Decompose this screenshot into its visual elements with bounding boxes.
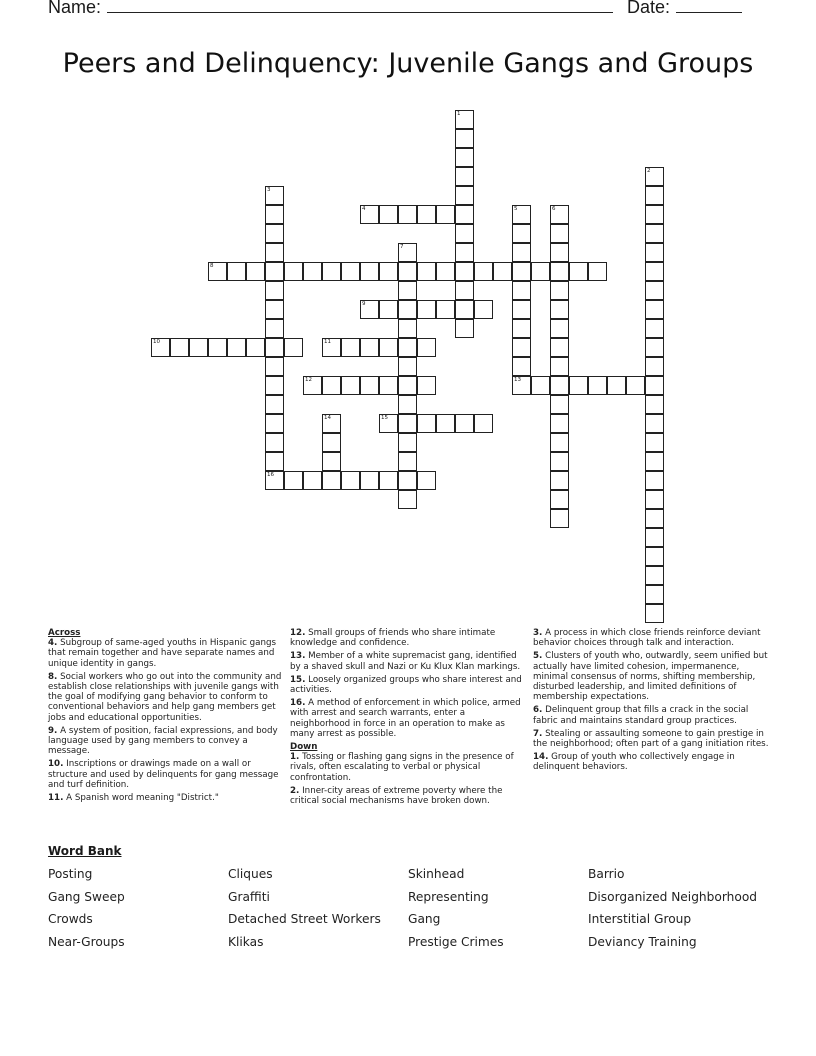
clue-across-8: 8. Social workers who go out into the community and establish close relationships with juvenile gangs with the goal of modifying gang behavior to conform to conventional behaviors and help gang members get jobs and educational opportunities.	[48, 671, 282, 723]
grid-cell[interactable]	[341, 262, 360, 281]
grid-cell[interactable]	[284, 262, 303, 281]
grid-cell[interactable]	[550, 395, 569, 414]
grid-cell[interactable]	[645, 319, 664, 338]
cell-number: 12	[305, 377, 312, 383]
grid-cell[interactable]	[322, 262, 341, 281]
grid-cell[interactable]	[455, 281, 474, 300]
word-bank-item: Gang	[408, 912, 441, 927]
grid-cell[interactable]	[512, 338, 531, 357]
grid-cell[interactable]	[265, 224, 284, 243]
word-bank-item: Representing	[408, 889, 489, 904]
grid-cell[interactable]	[645, 566, 664, 585]
grid-cell[interactable]	[265, 376, 284, 395]
grid-cell[interactable]	[360, 376, 379, 395]
grid-cell[interactable]	[417, 300, 436, 319]
grid-cell[interactable]	[550, 262, 569, 281]
grid-cell[interactable]	[265, 395, 284, 414]
grid-cell[interactable]	[550, 433, 569, 452]
grid-cell[interactable]	[645, 300, 664, 319]
grid-cell[interactable]	[645, 243, 664, 262]
grid-cell[interactable]	[645, 376, 664, 395]
grid-cell[interactable]	[626, 376, 645, 395]
word-bank-item: Near-Groups	[48, 935, 125, 950]
grid-cell[interactable]	[284, 471, 303, 490]
grid-cell[interactable]	[417, 262, 436, 281]
grid-cell[interactable]	[265, 357, 284, 376]
grid-cell[interactable]	[360, 471, 379, 490]
grid-cell[interactable]	[417, 205, 436, 224]
grid-cell[interactable]	[645, 585, 664, 604]
grid-cell[interactable]	[569, 262, 588, 281]
grid-cell[interactable]	[512, 205, 531, 224]
grid-cell[interactable]	[417, 414, 436, 433]
grid-cell[interactable]	[398, 471, 417, 490]
grid-cell[interactable]	[265, 471, 284, 490]
word-bank-item: Interstitial Group	[588, 912, 692, 927]
grid-cell[interactable]	[645, 338, 664, 357]
grid-cell[interactable]	[322, 338, 341, 357]
grid-cell[interactable]	[550, 281, 569, 300]
grid-cell[interactable]	[531, 262, 550, 281]
clue-across-9: 9. A system of position, facial expressions, and body language used by gang members to convey a message.	[48, 725, 278, 757]
grid-cell[interactable]	[474, 414, 493, 433]
grid-cell[interactable]	[512, 243, 531, 262]
grid-cell[interactable]	[550, 471, 569, 490]
grid-cell[interactable]	[265, 414, 284, 433]
word-bank-item: Gang Sweep	[48, 889, 125, 904]
cell-number: 6	[552, 206, 556, 212]
cell-number: 15	[381, 415, 388, 421]
grid-cell[interactable]	[512, 281, 531, 300]
grid-cell[interactable]	[645, 395, 664, 414]
grid-cell[interactable]	[588, 376, 607, 395]
grid-cell[interactable]	[398, 376, 417, 395]
clue-down-5: 5. Clusters of youth who, outwardly, seem unified but actually have limited cohesion, impermanence, minimal consensus of norms, shifting membership, disturbed leadership, and limited definitions of membership expectations.	[533, 651, 768, 703]
cell-number: 14	[324, 415, 331, 421]
grid-cell[interactable]	[284, 338, 303, 357]
grid-cell[interactable]	[379, 262, 398, 281]
clue-across-11: 11. A Spanish word meaning "District."	[48, 793, 219, 804]
clue-across-15: 15. Loosely organized groups who share interest and activities.	[290, 674, 522, 696]
cell-number: 11	[324, 339, 331, 345]
grid-cell[interactable]	[550, 243, 569, 262]
grid-cell[interactable]	[360, 338, 379, 357]
grid-cell[interactable]	[379, 338, 398, 357]
grid-cell[interactable]	[645, 357, 664, 376]
cell-number: 2	[647, 168, 651, 174]
grid-cell[interactable]	[265, 300, 284, 319]
grid-cell[interactable]	[265, 433, 284, 452]
grid-cell[interactable]	[436, 414, 455, 433]
grid-cell[interactable]	[398, 281, 417, 300]
grid-cell[interactable]	[322, 414, 341, 433]
grid-cell[interactable]	[303, 471, 322, 490]
grid-cell[interactable]	[550, 205, 569, 224]
clues-column-2	[290, 628, 526, 809]
grid-cell[interactable]	[322, 471, 341, 490]
grid-cell[interactable]	[550, 376, 569, 395]
word-bank-item: Posting	[48, 867, 93, 881]
grid-cell[interactable]	[455, 110, 474, 129]
word-bank	[48, 867, 768, 958]
grid-cell[interactable]	[607, 376, 626, 395]
grid-cell[interactable]	[341, 338, 360, 357]
grid-cell[interactable]	[550, 224, 569, 243]
grid-cell[interactable]	[417, 471, 436, 490]
grid-cell[interactable]	[398, 262, 417, 281]
cell-number: 4	[362, 206, 366, 212]
grid-cell[interactable]	[550, 414, 569, 433]
word-bank-item: Deviancy Training	[588, 935, 697, 950]
grid-cell[interactable]	[645, 433, 664, 452]
grid-cell[interactable]	[436, 262, 455, 281]
grid-cell[interactable]	[550, 357, 569, 376]
clues-column-3	[533, 628, 769, 776]
grid-cell[interactable]	[227, 262, 246, 281]
grid-cell[interactable]	[341, 376, 360, 395]
grid-cell[interactable]	[512, 262, 531, 281]
cell-number: 5	[514, 206, 518, 212]
grid-cell[interactable]	[265, 243, 284, 262]
grid-cell[interactable]	[550, 509, 569, 528]
grid-cell[interactable]	[360, 300, 379, 319]
clue-across-16: 16. A method of enforcement in which police, armed with arrest and search warrants, enter a neighborhood in force in an operation to make as many arrest as possible.	[290, 698, 521, 739]
grid-cell[interactable]	[379, 376, 398, 395]
clue-across-13: 13. Member of a white supremacist gang, identified by a shaved skull and Nazi or Ku Klux Klan markings.	[290, 651, 521, 672]
grid-cell[interactable]	[265, 186, 284, 205]
grid-cell[interactable]	[265, 338, 284, 357]
grid-cell[interactable]	[550, 452, 569, 471]
clue-across-4: 4. Subgroup of same-aged youths in Hispanic gangs that remain together and have separate names and unique identity in gangs.	[48, 638, 277, 669]
word-bank-item: Barrio	[588, 867, 625, 881]
grid-cell[interactable]	[379, 205, 398, 224]
grid-cell[interactable]	[645, 509, 664, 528]
grid-cell[interactable]	[417, 376, 436, 395]
clue-down-2: 2. Inner-city areas of extreme poverty where the critical social mechanisms have broken down.	[290, 785, 503, 807]
word-bank-item: Klikas	[228, 935, 264, 950]
word-bank-item: Graffiti	[228, 889, 270, 904]
grid-cell[interactable]	[645, 262, 664, 281]
grid-cell[interactable]	[455, 148, 474, 167]
cell-number: 1	[457, 111, 461, 117]
grid-cell[interactable]	[208, 262, 227, 281]
grid-cell[interactable]	[303, 376, 322, 395]
down-heading: Down	[290, 742, 318, 753]
clue-down-14: 14. Group of youth who collectively engage in delinquent behaviors.	[533, 752, 735, 773]
grid-cell[interactable]	[531, 376, 550, 395]
clue-down-6: 6. Delinquent group that fills a crack in the social fabric and maintains standard group practices.	[533, 705, 749, 726]
grid-cell[interactable]	[151, 338, 170, 357]
grid-cell[interactable]	[265, 452, 284, 471]
grid-cell[interactable]	[645, 414, 664, 433]
name-label: Name:	[48, 0, 102, 17]
grid-cell[interactable]	[322, 376, 341, 395]
grid-cell[interactable]	[227, 338, 246, 357]
grid-cell[interactable]	[246, 262, 265, 281]
grid-cell[interactable]	[645, 224, 664, 243]
grid-cell[interactable]	[208, 338, 227, 357]
grid-cell[interactable]	[398, 300, 417, 319]
clue-down-3: 3. A process in which close friends reinforce deviant behavior choices through talk and interaction.	[533, 628, 761, 649]
grid-cell[interactable]	[645, 167, 664, 186]
grid-cell[interactable]	[455, 300, 474, 319]
word-bank-title: Word Bank	[48, 844, 122, 858]
grid-cell[interactable]	[455, 224, 474, 243]
grid-cell[interactable]	[645, 604, 664, 623]
grid-cell[interactable]	[436, 205, 455, 224]
grid-cell[interactable]	[550, 338, 569, 357]
grid-cell[interactable]	[645, 452, 664, 471]
clue-down-1: 1. Tossing or flashing gang signs in the presence of rivals, often escalating to verbal or physical confrontation.	[290, 752, 514, 783]
grid-cell[interactable]	[246, 338, 265, 357]
grid-cell[interactable]	[455, 167, 474, 186]
grid-cell[interactable]	[189, 338, 208, 357]
grid-cell[interactable]	[379, 471, 398, 490]
grid-cell[interactable]	[398, 490, 417, 509]
grid-cell[interactable]	[398, 414, 417, 433]
clue-down-7: 7. Stealing or assaulting someone to gain prestige in the neighborhood; often part of a gang initiation rites.	[533, 728, 769, 750]
clue-across-10: 10. Inscriptions or drawings made on a wall or structure and used by delinquents for gang message and turf definition.	[48, 759, 279, 790]
grid-cell[interactable]	[645, 547, 664, 566]
grid-cell[interactable]	[265, 262, 284, 281]
grid-cell[interactable]	[379, 300, 398, 319]
grid-cell[interactable]	[322, 433, 341, 452]
grid-cell[interactable]	[398, 357, 417, 376]
grid-cell[interactable]	[455, 205, 474, 224]
page-title: Peers and Delinquency: Juvenile Gangs and Groups	[62, 48, 754, 79]
clue-across-12: 12. Small groups of friends who share intimate knowledge and confidence.	[290, 628, 496, 649]
grid-cell[interactable]	[398, 433, 417, 452]
grid-cell[interactable]	[436, 300, 455, 319]
grid-cell[interactable]	[474, 300, 493, 319]
grid-cell[interactable]	[512, 224, 531, 243]
grid-cell[interactable]	[322, 452, 341, 471]
grid-cell[interactable]	[398, 452, 417, 471]
grid-cell[interactable]	[550, 300, 569, 319]
grid-cell[interactable]	[512, 300, 531, 319]
grid-cell[interactable]	[512, 376, 531, 395]
across-heading: Across	[48, 628, 81, 638]
grid-cell[interactable]	[455, 262, 474, 281]
grid-cell[interactable]	[398, 205, 417, 224]
cell-number: 8	[210, 263, 214, 269]
word-bank-item: Disorganized Neighborhood	[588, 889, 758, 904]
grid-cell[interactable]	[265, 281, 284, 300]
grid-cell[interactable]	[398, 338, 417, 357]
word-bank-item: Detached Street Workers	[228, 912, 381, 927]
grid-cell[interactable]	[550, 319, 569, 338]
grid-cell[interactable]	[550, 490, 569, 509]
grid-cell[interactable]	[455, 186, 474, 205]
cell-number: 3	[267, 187, 271, 193]
grid-cell[interactable]	[360, 262, 379, 281]
grid-cell[interactable]	[398, 243, 417, 262]
cell-number: 16	[267, 472, 274, 478]
word-bank-item: Cliques	[228, 867, 273, 881]
cell-number: 7	[400, 244, 404, 250]
cell-number: 13	[514, 377, 521, 383]
grid-cell[interactable]	[303, 262, 322, 281]
grid-cell[interactable]	[455, 129, 474, 148]
date-label: Date:	[627, 0, 671, 17]
grid-cell[interactable]	[341, 471, 360, 490]
grid-cell[interactable]	[265, 319, 284, 338]
grid-cell[interactable]	[645, 490, 664, 509]
grid-cell[interactable]	[398, 319, 417, 338]
grid-cell[interactable]	[398, 395, 417, 414]
grid-cell[interactable]	[588, 262, 607, 281]
grid-cell[interactable]	[512, 319, 531, 338]
grid-cell[interactable]	[645, 528, 664, 547]
grid-cell[interactable]	[417, 338, 436, 357]
grid-cell[interactable]	[645, 205, 664, 224]
grid-cell[interactable]	[645, 186, 664, 205]
grid-cell[interactable]	[493, 262, 512, 281]
grid-cell[interactable]	[569, 376, 588, 395]
word-bank-item: Skinhead	[408, 867, 465, 881]
grid-cell[interactable]	[379, 414, 398, 433]
grid-cell[interactable]	[455, 243, 474, 262]
grid-cell[interactable]	[455, 319, 474, 338]
grid-cell[interactable]	[474, 262, 493, 281]
grid-cell[interactable]	[645, 471, 664, 490]
clues-column-1	[48, 628, 284, 806]
cell-number: 10	[153, 339, 160, 345]
word-bank-item: Prestige Crimes	[408, 935, 504, 950]
grid-cell[interactable]	[360, 205, 379, 224]
grid-cell[interactable]	[455, 414, 474, 433]
grid-cell[interactable]	[512, 357, 531, 376]
grid-cell[interactable]	[265, 205, 284, 224]
cell-number: 9	[362, 301, 366, 307]
word-bank-item: Crowds	[48, 912, 93, 927]
grid-cell[interactable]	[645, 281, 664, 300]
grid-cell[interactable]	[170, 338, 189, 357]
